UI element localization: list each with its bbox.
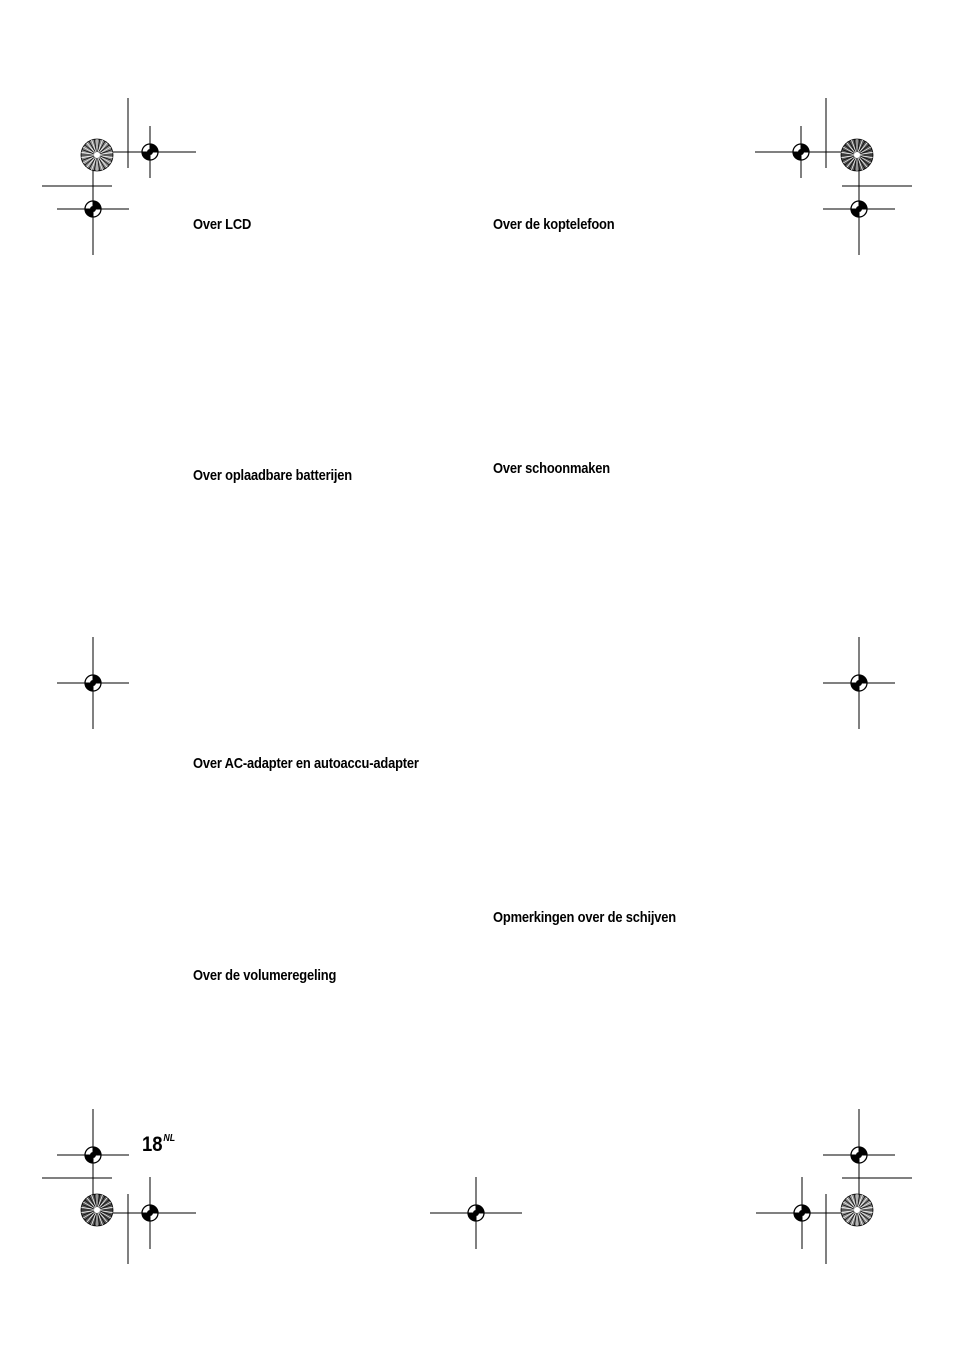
color-wheel (81, 139, 113, 171)
registration-mark (57, 163, 129, 255)
registration-mark (823, 163, 895, 255)
registration-marks (57, 126, 895, 1249)
registration-mark (430, 1177, 522, 1249)
heading-over-volume: Over de volumeregeling (193, 967, 337, 984)
registration-mark (57, 637, 129, 729)
color-wheel (81, 1194, 113, 1226)
registration-mark (823, 637, 895, 729)
crop-lines (42, 98, 912, 1264)
color-wheel (841, 1194, 873, 1226)
heading-over-cleaning: Over schoonmaken (493, 460, 610, 477)
registration-mark (104, 1177, 196, 1249)
heading-over-adapter: Over AC-adapter en autoaccu-adapter (193, 755, 419, 772)
heading-over-lcd: Over LCD (193, 216, 252, 233)
registration-mark (57, 1109, 129, 1201)
page-number (142, 1133, 175, 1157)
language-code: NL (163, 1133, 176, 1144)
registration-mark (823, 1109, 895, 1201)
heading-disc-notes: Opmerkingen over de schijven (493, 909, 677, 926)
heading-over-batteries: Over oplaadbare batterijen (193, 467, 352, 484)
registration-mark (756, 1177, 848, 1249)
color-wheels (81, 139, 873, 1226)
page-number-value: 18 (142, 1133, 163, 1156)
registration-mark (104, 126, 196, 178)
heading-over-headphones: Over de koptelefoon (493, 216, 615, 233)
color-wheel (841, 139, 873, 171)
registration-mark (755, 126, 847, 178)
